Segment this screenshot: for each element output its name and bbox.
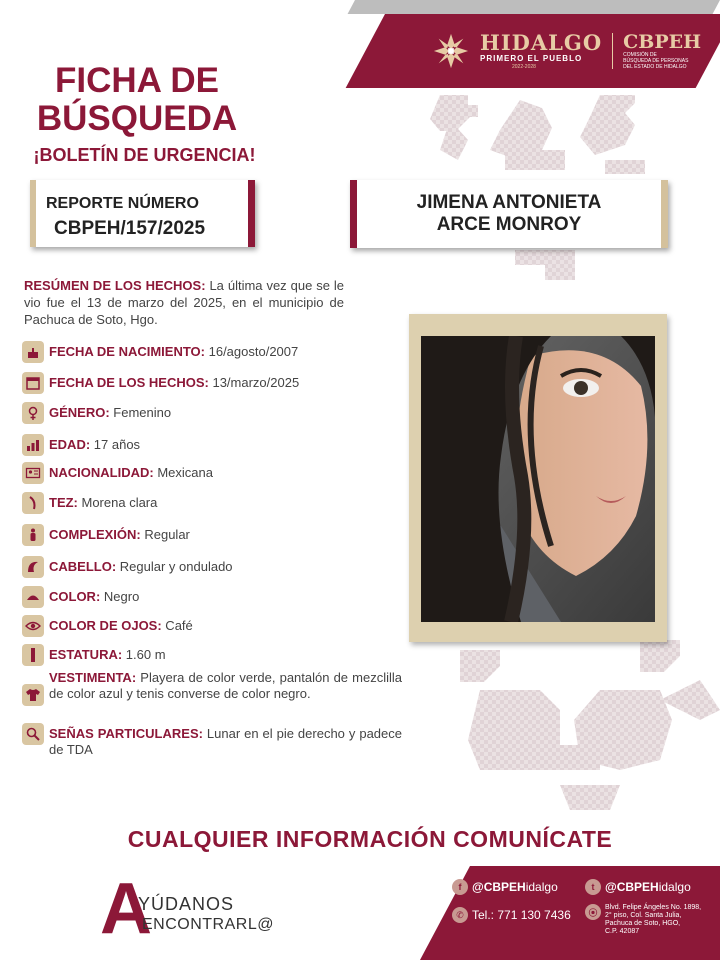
address-contact [585, 904, 701, 936]
summary-colon: : [201, 278, 206, 293]
detail-value: Lunar en el pie derecho y padece de TDA [49, 726, 402, 757]
cbpeh-name: CBPEH [623, 31, 702, 53]
detail-event-date [22, 375, 402, 394]
cake-icon [22, 341, 44, 363]
hidalgo-logo [480, 29, 603, 71]
hidalgo-years: 2022-2028 [512, 63, 536, 70]
detail-birthdate [22, 344, 402, 363]
cbpeh-sub-2: BÚSQUEDA DE PERSONAS [623, 58, 689, 64]
address-line-3: Pachuca de Soto, HGO, [605, 920, 681, 927]
person-photo-illustration [421, 336, 655, 622]
skin-icon [22, 492, 44, 514]
detail-label: TEZ: [49, 495, 78, 510]
ayudanos-line-1: YÚDANOS [138, 894, 235, 914]
detail-value: Morena clara [77, 495, 158, 510]
cbpeh-logo [623, 32, 701, 70]
detail-value: 16/agosto/2007 [205, 344, 299, 359]
page-title [22, 62, 252, 138]
detail-age [22, 437, 402, 456]
detail-value: Mexicana [153, 465, 213, 480]
phone-number: Tel.: 771 130 7436 [472, 908, 571, 922]
header-gray-stripe [348, 0, 720, 14]
urgent-notice: ¡BOLETÍN DE URGENCIA! [33, 145, 256, 165]
title-line-2: BÚSQUEDA [36, 99, 238, 138]
calendar-icon [22, 372, 44, 394]
detail-value: 17 años [90, 437, 141, 452]
report-label: REPORTE NÚMERO [46, 195, 199, 212]
ayudanos-line-2: ENCONTRARL@ [142, 916, 274, 933]
detail-label: COLOR DE OJOS: [49, 618, 162, 633]
detail-label: COMPLEXIÓN: [49, 527, 141, 542]
person-name-box [350, 180, 668, 248]
summary-text: La última vez que se le vio fue el 13 de marzo del 2025, en el municipio de Pachuca de Soto, Hgo. [24, 278, 344, 327]
address-line-2: 2° piso, Col. Santa Julia, [605, 912, 682, 919]
call-to-action: CUALQUIER INFORMACIÓN COMUNÍCATE [127, 826, 613, 852]
detail-value: Playera de color verde, pantalón de mezclilla de color azul y tenis converse de color negro. [49, 670, 402, 701]
detail-label: SEÑAS PARTICULARES: [49, 726, 203, 741]
detail-value: 1.60 m [122, 647, 166, 662]
phone-contact[interactable] [452, 907, 571, 923]
detail-hair [22, 559, 402, 578]
twitter-contact[interactable] [585, 879, 691, 895]
detail-eye-color [22, 618, 402, 637]
hidalgo-name: HIDALGO [480, 29, 603, 55]
phone-icon: ✆ [452, 907, 468, 923]
logo-divider [612, 33, 613, 69]
detail-value: Café [161, 618, 193, 633]
detail-value: Negro [100, 589, 140, 604]
detail-label: FECHA DE LOS HECHOS: [49, 375, 209, 390]
detail-label: ESTATURA: [49, 647, 123, 662]
report-number-box [30, 180, 255, 247]
detail-build [22, 527, 402, 546]
cbpeh-sub-1: COMISIÓN DE [623, 52, 657, 58]
detail-label: GÉNERO: [49, 405, 110, 420]
clothing-icon [22, 684, 44, 706]
detail-label: NACIONALIDAD: [49, 465, 154, 480]
detail-label: VESTIMENTA: [49, 670, 137, 685]
detail-hair-color [22, 589, 402, 608]
header-logos [432, 26, 712, 76]
hidalgo-flower-icon [432, 32, 470, 70]
cbpeh-sub-3: DEL ESTADO DE HIDALGO [623, 64, 687, 70]
person-photo [421, 336, 655, 622]
address-line-4: C.P. 42087 [605, 928, 640, 935]
twitter-handle-bold: @CBPEH [605, 880, 659, 894]
facebook-contact[interactable] [452, 879, 558, 895]
twitter-icon: t [585, 879, 601, 895]
detail-height [22, 647, 402, 666]
detail-skin [22, 495, 402, 514]
summary-label: RESÚMEN DE LOS HECHOS [24, 278, 202, 293]
facebook-icon: f [452, 879, 468, 895]
title-line-1: FICHA DE [55, 61, 219, 100]
body-icon [22, 524, 44, 546]
detail-label: EDAD: [49, 437, 91, 452]
detail-label: CABELLO: [49, 559, 117, 574]
detail-nationality [22, 465, 402, 484]
facts-summary [24, 277, 344, 328]
detail-value: Regular [140, 527, 190, 542]
gender-icon [22, 402, 44, 424]
detail-clothing [22, 670, 402, 706]
detail-label: COLOR: [49, 589, 101, 604]
photo-frame [409, 314, 667, 642]
person-name-line-1: JIMENA ANTONIETA [416, 192, 602, 213]
address [605, 904, 701, 936]
detail-distinguishing-marks [22, 726, 402, 758]
id-card-icon [22, 462, 44, 484]
detail-value: 13/marzo/2025 [208, 375, 300, 390]
report-number: CBPEH/157/2025 [54, 218, 206, 239]
facebook-handle-rest: idalgo [525, 880, 558, 894]
hidalgo-slogan: PRIMERO EL PUEBLO [480, 53, 583, 63]
ayudanos-letter: A [100, 869, 152, 949]
magnifier-icon [22, 723, 44, 745]
facebook-handle-bold: @CBPEH [472, 880, 526, 894]
ayudanos-logo [100, 869, 300, 949]
height-icon [22, 644, 44, 666]
person-name-line-2: ARCE MONROY [436, 214, 582, 235]
location-pin-icon: ⦿ [585, 904, 601, 920]
age-icon [22, 434, 44, 456]
detail-value: Regular y ondulado [116, 559, 233, 574]
detail-gender [22, 405, 402, 424]
hair-color-icon [22, 586, 44, 608]
eye-icon [22, 615, 44, 637]
twitter-handle-rest: idalgo [658, 880, 691, 894]
detail-label: FECHA DE NACIMIENTO: [49, 344, 205, 359]
hair-icon [22, 556, 44, 578]
detail-value: Femenino [109, 405, 172, 420]
person-name [357, 192, 661, 236]
address-line-1: Blvd. Felipe Ángeles No. 1898, [605, 904, 702, 911]
